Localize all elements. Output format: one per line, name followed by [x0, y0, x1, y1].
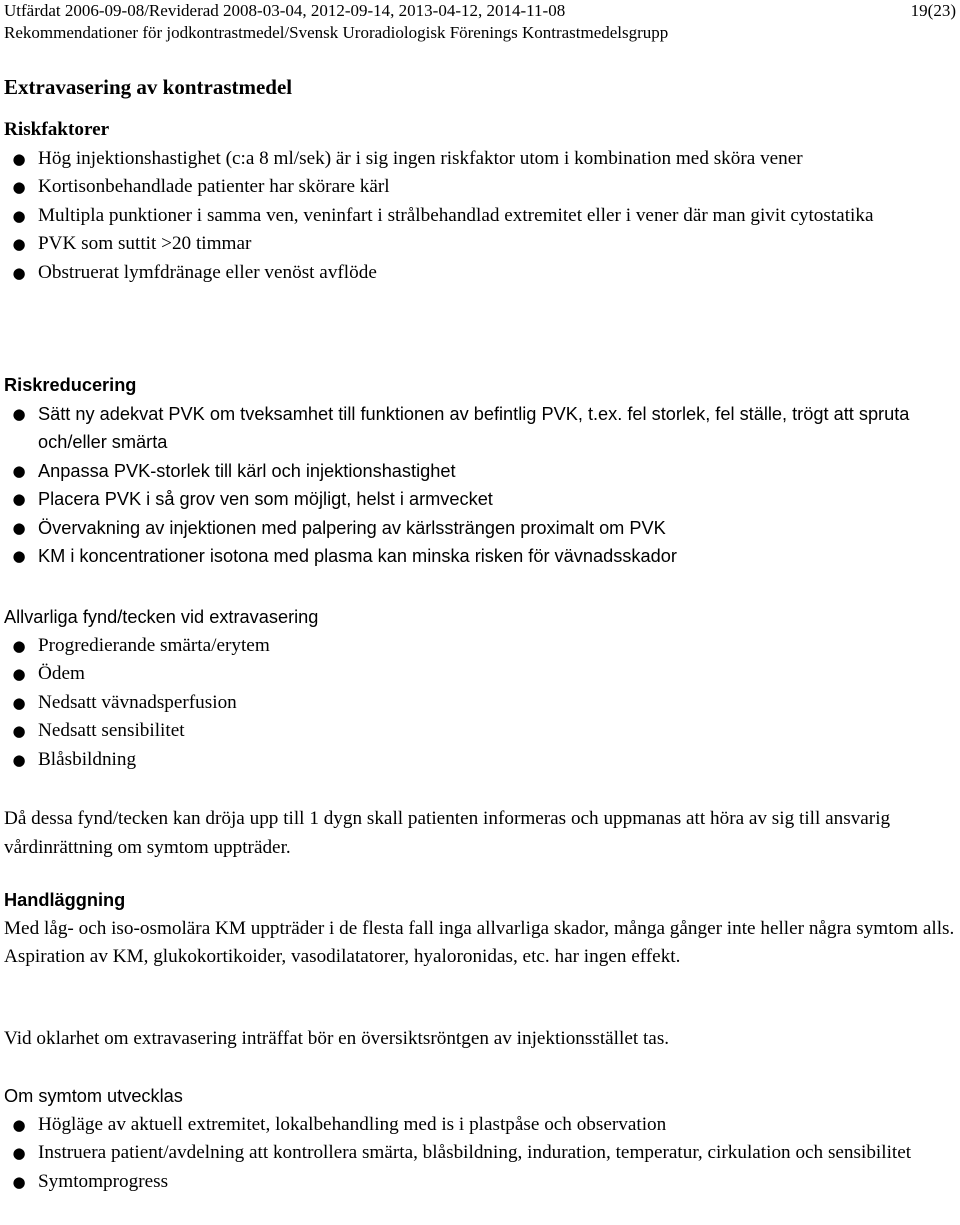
section-om-symtom: [4, 1082, 956, 1196]
section-riskfaktorer: [4, 116, 956, 287]
bullet-icon: ●: [12, 547, 26, 565]
list-item-text: Multipla punktioner i samma ven, veninfart i strålbehandlad extremitet eller i vener där man givit cytostatika: [38, 204, 874, 226]
list-item: [4, 1139, 956, 1168]
list-item-text: Högläge av aktuell extremitet, lokalbehandling med is i plastpåse och observation: [38, 1113, 667, 1135]
list-item: [4, 689, 956, 718]
bullet-icon: ●: [12, 178, 26, 196]
list-item: [4, 514, 956, 543]
revision-dates: Utfärdat 2006-09-08/Reviderad 2008-03-04, 2012-09-14, 2013-04-12, 2014-11-08: [4, 1, 566, 20]
bullet-icon: ●: [12, 206, 26, 225]
list-item-text: PVK som suttit >20 timmar: [38, 233, 252, 254]
bullet-icon: ●: [12, 461, 26, 480]
list-item: [4, 746, 956, 775]
bullet-icon: ●: [12, 722, 26, 740]
section-oklarhet: [4, 1025, 956, 1054]
oklarhet-paragraph: Vid oklarhet om extravasering inträffat bör en översiktsröntgen av injektionsstället tas.: [4, 1028, 670, 1049]
section-handlaggning: [4, 886, 956, 972]
list-item-text: Instruera patient/avdelning att kontrollera smärta, blåsbildning, induration, temperatur, cirkulation och sensibilitet: [38, 1142, 912, 1163]
bullet-icon: ●: [12, 693, 26, 712]
bullet-icon: ●: [12, 263, 26, 282]
bullet-icon: ●: [12, 404, 26, 423]
list-item-text: Progredierande smärta/erytem: [38, 634, 270, 656]
bullet-icon: ●: [12, 1172, 26, 1191]
list-item: [4, 542, 956, 571]
list-item-text: Anpassa PVK-storlek till kärl och injektionshastighet: [38, 460, 456, 481]
list-item-text: Övervakning av injektionen med palpering av kärlssträngen proximalt om PVK: [38, 517, 666, 538]
om-symtom-list: [4, 1111, 956, 1197]
list-item-text: Blåsbildning: [38, 748, 137, 770]
allvarliga-fynd-list: [4, 632, 956, 775]
list-item: [4, 145, 956, 174]
list-item-text: Hög injektionshastighet (c:a 8 ml/sek) är i sig ingen riskfaktor utom i kombination med sköra vener: [38, 147, 803, 169]
handlaggning-paragraph: Med låg- och iso-osmolära KM uppträder i de flesta fall inga allvarliga skador, många gånger inte heller några symtom alls. Aspiration av KM, glukokortikoider, vasodilatatorer, hyaloronidas, etc. har ingen effekt.: [4, 917, 955, 967]
section-heading-allvarliga-fynd: Allvarliga fynd/tecken vid extravasering: [4, 607, 319, 627]
bullet-icon: ●: [12, 235, 26, 253]
list-item-text: Symtomprogress: [38, 1170, 169, 1192]
list-item: [4, 202, 956, 231]
riskfaktorer-list: [4, 145, 956, 288]
list-item: [4, 1168, 956, 1197]
bullet-icon: ●: [12, 750, 26, 769]
section-riskreducering: [4, 371, 956, 571]
list-item-text: Nedsatt sensibilitet: [38, 720, 185, 741]
bullet-icon: ●: [12, 149, 26, 168]
bullet-icon: ●: [12, 1144, 26, 1162]
bullet-icon: ●: [12, 490, 26, 508]
list-item-text: Obstruerat lymfdränage eller venöst avflöde: [38, 261, 377, 283]
section-patient-information: [4, 805, 956, 862]
list-item: [4, 259, 956, 288]
section-heading-riskreducering: Riskreducering: [4, 375, 137, 395]
list-item: [4, 173, 956, 202]
bullet-icon: ●: [12, 1115, 26, 1134]
list-item: [4, 1111, 956, 1140]
list-item: [4, 485, 956, 514]
list-item: [4, 457, 956, 486]
bullet-icon: ●: [12, 636, 26, 655]
list-item: [4, 660, 956, 689]
riskreducering-list: [4, 400, 956, 571]
page-number: 19(23): [910, 1, 956, 20]
bullet-icon: ●: [12, 665, 26, 683]
list-item-text: Nedsatt vävnadsperfusion: [38, 691, 237, 713]
list-item-text: KM i koncentrationer isotona med plasma kan minska risken för vävnadsskador: [38, 546, 677, 566]
list-item: [4, 230, 956, 259]
list-item-text: Sätt ny adekvat PVK om tveksamhet till funktionen av befintlig PVK, t.ex. fel storlek, fel ställe, trögt att spruta och/eller smärta: [38, 403, 910, 452]
section-heading-handlaggning: Handläggning: [4, 890, 126, 910]
list-item-text: Placera PVK i så grov ven som möjligt, helst i armvecket: [38, 489, 493, 509]
section-heading-om-symtom: Om symtom utvecklas: [4, 1086, 183, 1106]
section-heading-riskfaktorer: Riskfaktorer: [4, 119, 110, 140]
list-item: [4, 400, 956, 457]
header-row: [4, 0, 956, 22]
document-source: Rekommendationer för jodkontrastmedel/Svensk Uroradiologisk Förenings Kontrastmedelsgrupp: [4, 23, 669, 42]
page-header: [4, 0, 956, 44]
patient-information-paragraph: Då dessa fynd/tecken kan dröja upp till 1 dygn skall patienten informeras och uppmanas att höra av sig till ansvarig vårdinrättning om symtom uppträder.: [4, 808, 891, 858]
list-item-text: Ödem: [38, 663, 85, 684]
page-title: Extravasering av kontrastmedel: [4, 75, 293, 99]
section-allvarliga-fynd: [4, 603, 956, 774]
list-item: [4, 717, 956, 746]
list-item-text: Kortisonbehandlade patienter har skörare kärl: [38, 176, 390, 197]
bullet-icon: ●: [12, 518, 26, 537]
list-item: [4, 632, 956, 661]
